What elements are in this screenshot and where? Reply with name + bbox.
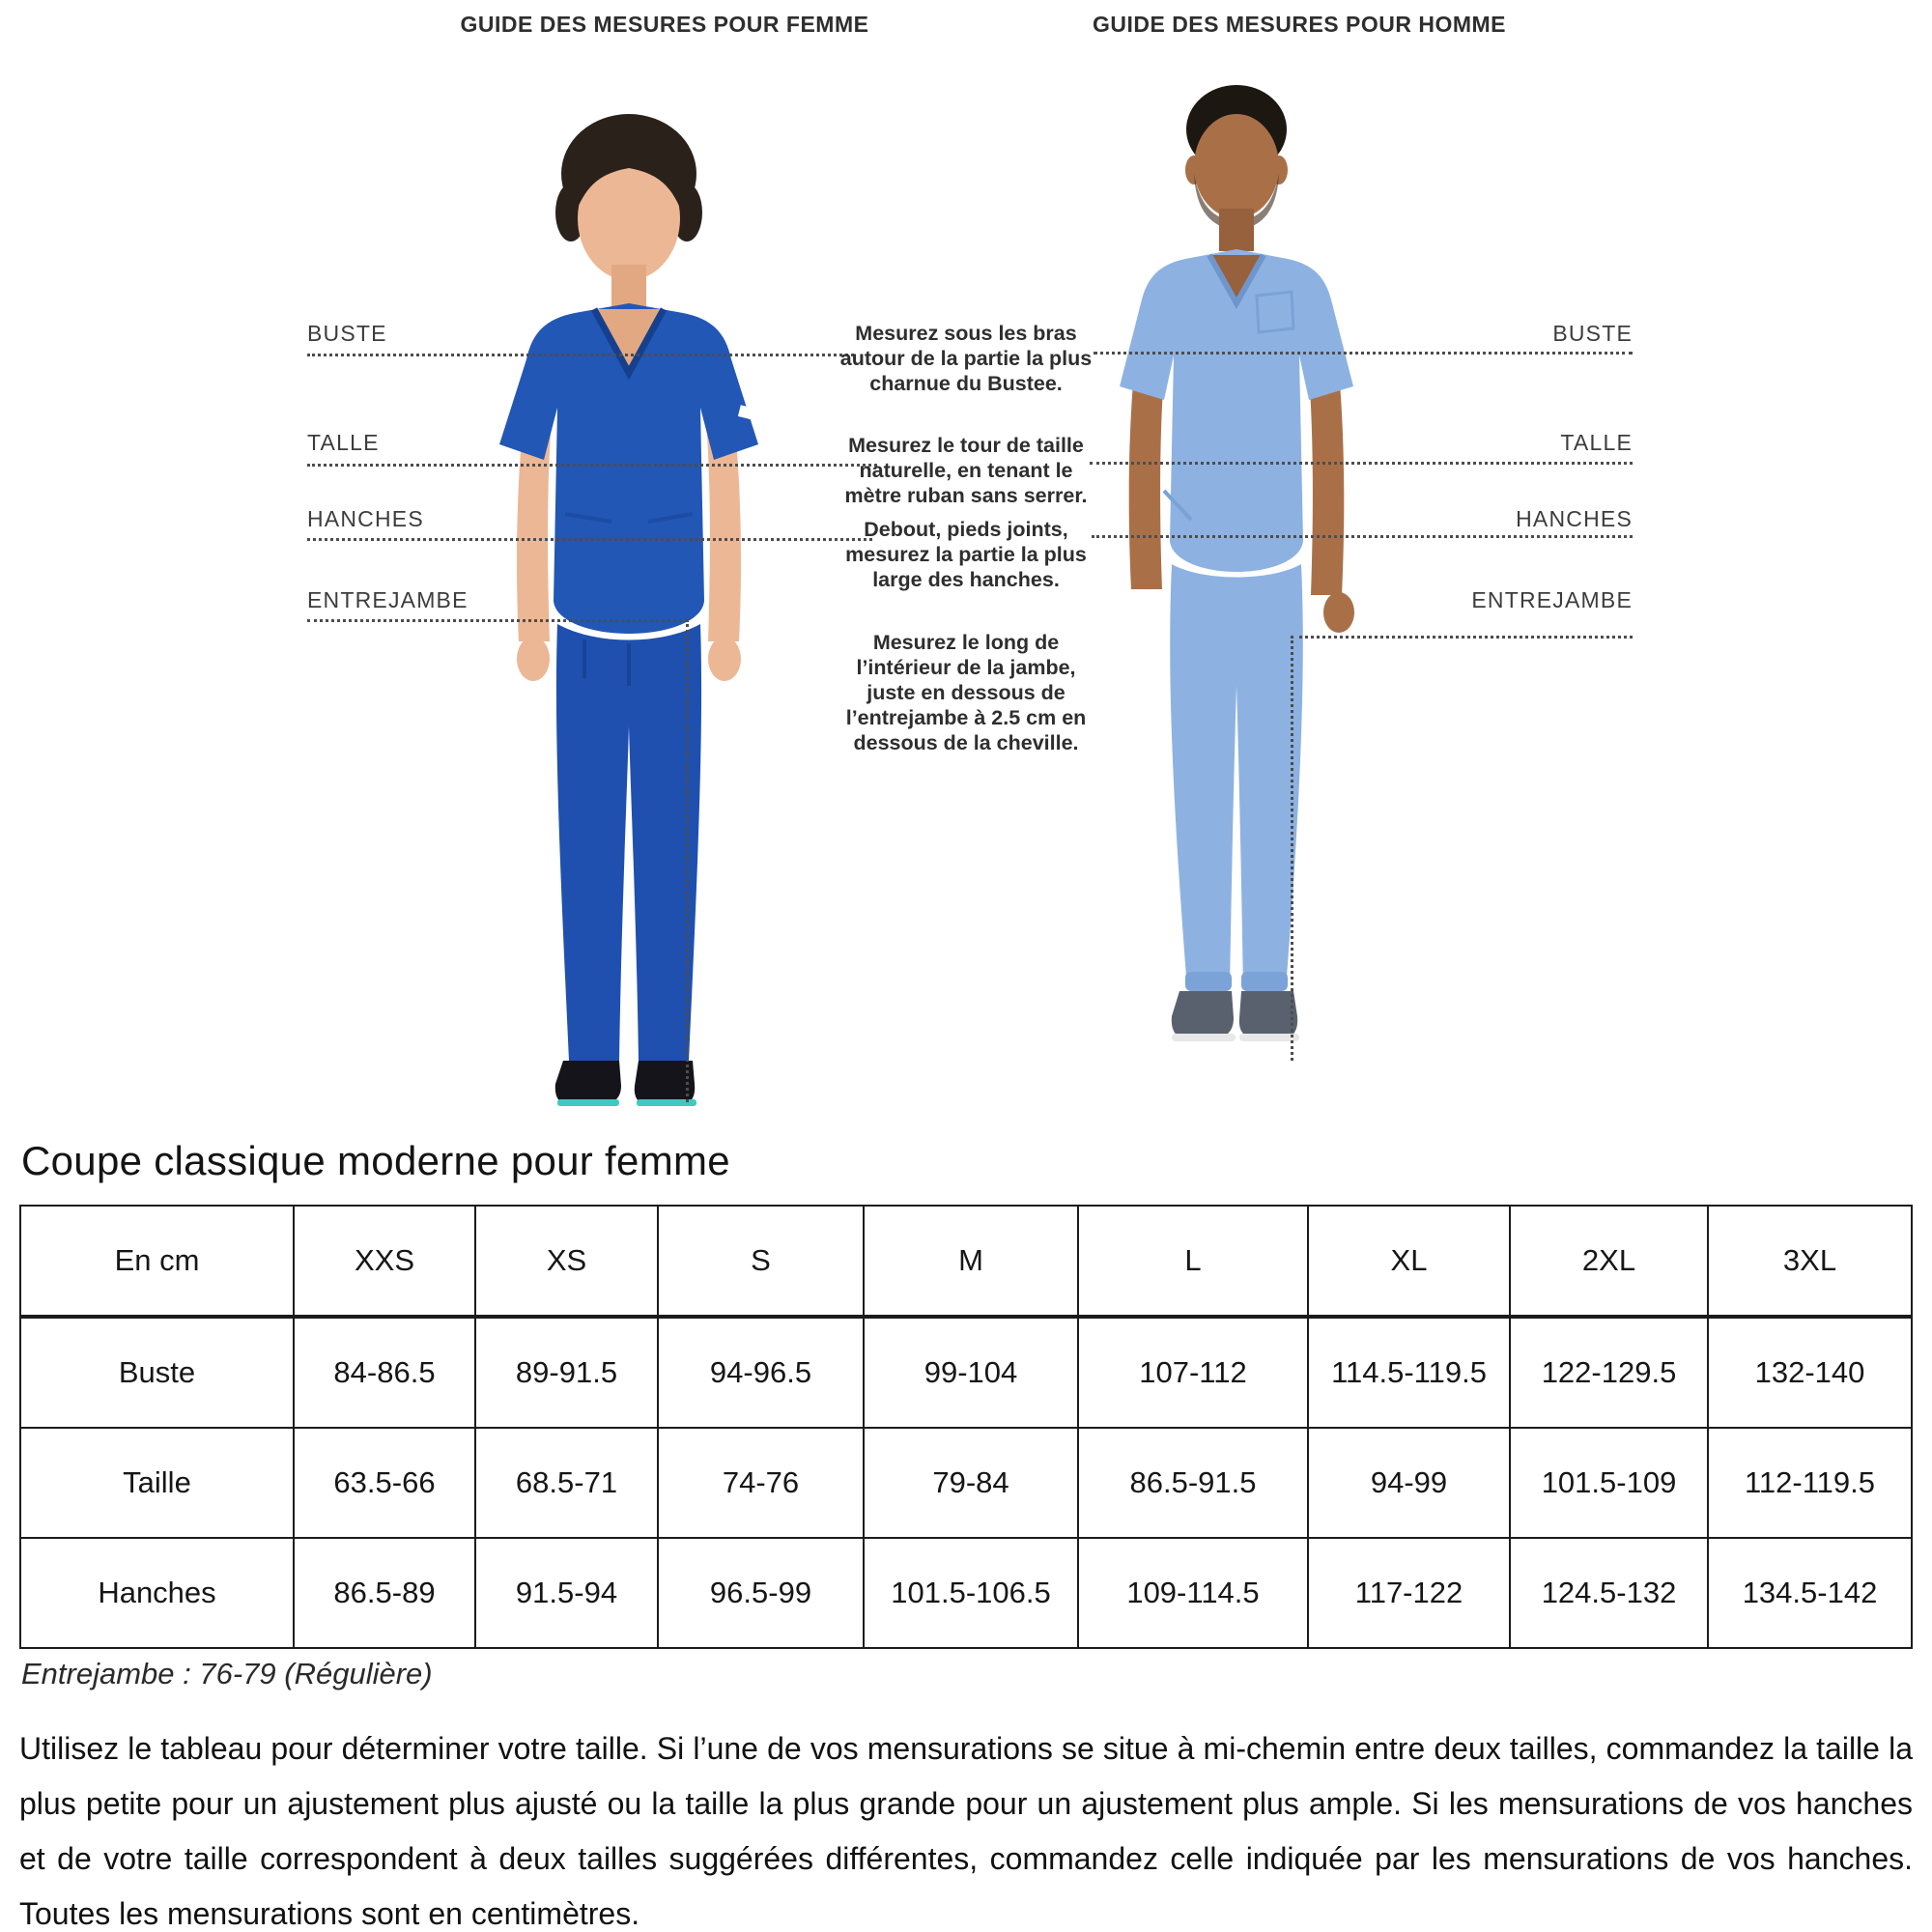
col-header-l: L (1078, 1206, 1308, 1317)
inseam-line-male (1291, 636, 1293, 1061)
col-header-3xl: 3XL (1708, 1206, 1912, 1317)
col-header-unit: En cm (20, 1206, 294, 1317)
hanches-line-right (1092, 535, 1633, 538)
taille-xl: 94-99 (1308, 1428, 1510, 1538)
label-entrejambe-left: ENTREJAMBE (307, 587, 469, 612)
hanches-3xl: 134.5-142 (1708, 1538, 1912, 1648)
usage-note: Utilisez le tableau pour déterminer votre taille. Si l’une de vos mensurations se situe à mi-chemin entre deux tailles, commandez la taille la plus petite pour un ajustement plus ajusté ou la taille la plus grande pour un ajustement plus ample. Si les mensurations de vos hanches et de votre taille correspondent à deux tailles suggérées différentes, commandez celle indiquée par les mensurations de vos hanches. Toutes les mensurations sont en centimètres. (19, 1731, 1913, 1931)
hanches-xs: 91.5-94 (475, 1538, 658, 1648)
male-guide-title: GUIDE DES MESURES POUR HOMME (1092, 12, 1507, 37)
entrejambe-line-right (1299, 636, 1633, 639)
taille-xs: 68.5-71 (475, 1428, 658, 1538)
label-talle-right: TALLE (1560, 430, 1633, 455)
buste-3xl: 132-140 (1708, 1317, 1912, 1428)
label-talle-left: TALLE (307, 430, 380, 455)
buste-l: 107-112 (1078, 1317, 1308, 1428)
instruction-taille: Mesurez le tour de taille naturelle, en tenant le mètre ruban sans serrer. (844, 434, 1088, 507)
buste-line-left (307, 354, 854, 356)
hanches-s: 96.5-99 (658, 1538, 864, 1648)
entrejambe-line-left (307, 619, 688, 622)
buste-xs: 89-91.5 (475, 1317, 658, 1428)
hanches-line-left (307, 538, 872, 541)
female-model-figure (440, 60, 845, 1118)
col-header-xs: XS (475, 1206, 658, 1317)
table-row-buste (20, 1317, 1912, 1428)
size-table-header-row (20, 1206, 1912, 1317)
buste-xxs: 84-86.5 (294, 1317, 475, 1428)
taille-l: 86.5-91.5 (1078, 1428, 1308, 1538)
hanches-l: 109-114.5 (1078, 1538, 1308, 1648)
talle-line-left (307, 464, 877, 467)
row-label-buste: Buste (20, 1317, 294, 1428)
female-guide-title: GUIDE DES MESURES POUR FEMME (460, 12, 869, 37)
col-header-s: S (658, 1206, 864, 1317)
label-entrejambe-right: ENTREJAMBE (1471, 587, 1633, 612)
female-model-illustration (440, 60, 845, 1118)
taille-3xl: 112-119.5 (1708, 1428, 1912, 1538)
instruction-hanches: Debout, pieds joints, mesurez la partie la plus large des hanches. (845, 518, 1087, 591)
row-label-hanches: Hanches (20, 1538, 294, 1648)
male-model-illustration (1067, 66, 1406, 1099)
buste-xl: 114.5-119.5 (1308, 1317, 1510, 1428)
col-header-2xl: 2XL (1510, 1206, 1708, 1317)
taille-m: 79-84 (864, 1428, 1078, 1538)
col-header-xxs: XXS (294, 1206, 475, 1317)
inseam-line-female (686, 619, 689, 1102)
size-table (19, 1205, 1913, 1649)
taille-s: 74-76 (658, 1428, 864, 1538)
col-header-xl: XL (1308, 1206, 1510, 1317)
male-model-figure (1067, 66, 1406, 1099)
instruction-entrejambe: Mesurez le long de l’intérieur de la jambe, juste en dessous de l’entrejambe à 2.5 cm en dessous de la cheville. (845, 631, 1087, 754)
instruction-buste: Mesurez sous les bras autour de la partie la plus charnue du Bustee. (839, 322, 1093, 395)
row-label-taille: Taille (20, 1428, 294, 1538)
buste-line-right (1094, 352, 1633, 355)
hanches-xl: 117-122 (1308, 1538, 1510, 1648)
size-section-heading: Coupe classique moderne pour femme (21, 1138, 730, 1183)
inseam-note: Entrejambe : 76-79 (Régulière) (21, 1657, 433, 1690)
talle-line-right (1090, 462, 1633, 465)
hanches-m: 101.5-106.5 (864, 1538, 1078, 1648)
label-hanches-right: HANCHES (1516, 506, 1633, 531)
label-buste-left: BUSTE (307, 321, 387, 346)
taille-xxs: 63.5-66 (294, 1428, 475, 1538)
table-row-hanches (20, 1538, 1912, 1648)
table-row-taille (20, 1428, 1912, 1538)
buste-2xl: 122-129.5 (1510, 1317, 1708, 1428)
label-hanches-left: HANCHES (307, 506, 424, 531)
taille-2xl: 101.5-109 (1510, 1428, 1708, 1538)
buste-s: 94-96.5 (658, 1317, 864, 1428)
buste-m: 99-104 (864, 1317, 1078, 1428)
hanches-xxs: 86.5-89 (294, 1538, 475, 1648)
label-buste-right: BUSTE (1552, 321, 1633, 346)
hanches-2xl: 124.5-132 (1510, 1538, 1708, 1648)
col-header-m: M (864, 1206, 1078, 1317)
